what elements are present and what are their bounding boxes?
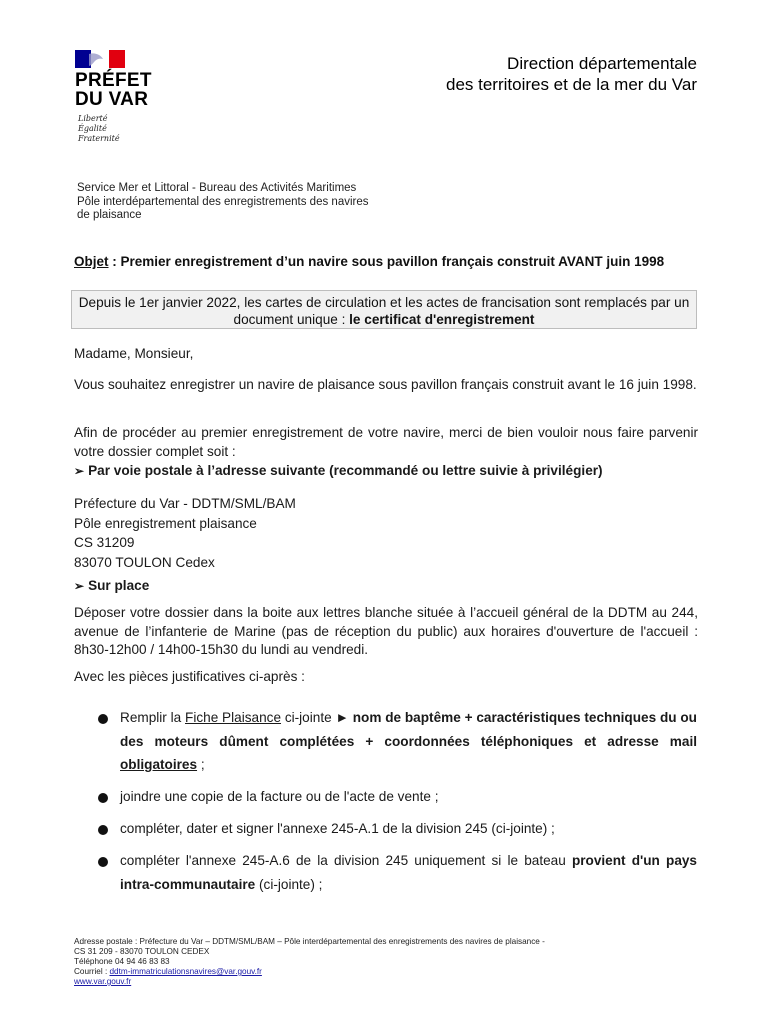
item1-bold: nom de baptême + caractéristiques techniques du ou des moteurs dûment complétées + coordonnées téléphoniques et adresse mail	[120, 710, 697, 749]
address-line2: Pôle enregistrement plaisance	[74, 515, 257, 531]
service-line2: Pôle interdépartemental des enregistrements des navires	[77, 195, 369, 208]
prefet-line1: PRÉFET	[75, 70, 152, 91]
subject-text: : Premier enregistrement d’un navire sous pavillon français construit AVANT juin 1998	[108, 254, 665, 269]
address-line4: 83070 TOULON Cedex	[74, 554, 215, 570]
notice-box	[71, 290, 697, 329]
list-item	[120, 849, 697, 896]
email-link[interactable]: ddtm-immatriculationsnavires@var.gouv.fr	[109, 967, 262, 976]
motto-egalite: Égalité	[78, 124, 107, 133]
website-link[interactable]: www.var.gouv.fr	[74, 977, 132, 986]
option-onsite-label: Sur place	[88, 578, 150, 593]
option-onsite	[74, 577, 698, 596]
service-line1: Service Mer et Littoral - Bureau des Activités Maritimes	[77, 182, 357, 194]
item1-bold-underlined: obligatoires	[120, 757, 198, 772]
direction-line2: des territoires et de la mer du Var	[445, 75, 697, 94]
notice-bold: le certificat d'enregistrement	[349, 312, 535, 327]
bullet-icon	[98, 714, 108, 724]
paragraph-documents: Avec les pièces justificatives ci-après :	[74, 669, 305, 684]
greeting: Madame, Monsieur,	[74, 346, 194, 361]
service-block	[77, 182, 369, 223]
bullet-icon	[98, 793, 108, 803]
service-line3: de plaisance	[77, 209, 142, 221]
postal-address	[74, 494, 698, 572]
direction-line1: Direction départementale	[507, 54, 697, 73]
subject-label: Objet	[74, 254, 109, 269]
prefet-line2: DU VAR	[75, 89, 149, 110]
motto-liberte: Liberté	[78, 114, 108, 123]
list-item	[120, 706, 697, 777]
bullet-icon	[98, 825, 108, 835]
list-item: joindre une copie de la facture ou de l'acte de vente ;	[120, 789, 439, 804]
bullet-icon	[98, 857, 108, 867]
direction-title	[446, 53, 697, 95]
option-postal-label: Par voie postale à l’adresse suivante (recommandé ou lettre suivie à privilégier)	[88, 463, 603, 478]
footer-email-label: Courriel :	[74, 967, 110, 976]
footer-cs: CS 31 209 - 83070 TOULON CEDEX	[74, 947, 210, 956]
address-line1: Préfecture du Var - DDTM/SML/BAM	[74, 496, 296, 511]
list-item: compléter, dater et signer l'annexe 245-A.1 de la division 245 (ci-jointe) ;	[120, 821, 555, 836]
footer	[74, 937, 545, 987]
prefet-title	[75, 71, 152, 109]
item1-pre: Remplir la	[120, 710, 186, 725]
notice-text: Depuis le 1er janvier 2022, les cartes de circulation et les actes de francisation sont remplacés par un document unique :	[78, 295, 690, 327]
arrow-icon: ➢	[74, 579, 85, 593]
fiche-plaisance-link[interactable]: Fiche Plaisance	[185, 710, 282, 725]
footer-email-row	[74, 967, 545, 977]
item4-post: (ci-jointe) ;	[255, 876, 323, 892]
footer-phone: Téléphone 04 94 46 83 83	[74, 957, 170, 966]
flag-red-part	[109, 50, 125, 68]
arrow-icon: ➢	[74, 464, 85, 478]
item1-post: ;	[197, 757, 205, 772]
item4-pre: compléter l'annexe 245-A.6 de la division 245 uniquement si le bateau	[120, 853, 572, 868]
paragraph-request: Afin de procéder au premier enregistrement de votre navire, merci de bien vouloir nous faire parvenir votre dossier complet soit :	[74, 425, 698, 459]
republic-motto	[78, 114, 120, 144]
footer-postal-address: Adresse postale : Préfecture du Var – DDTM/SML/BAM – Pôle interdépartemental des enregistrements des navires de plaisance -	[74, 937, 545, 946]
item1-mid: ci-jointe ►	[281, 710, 353, 725]
subject-line	[74, 254, 664, 269]
flag-blue-part	[75, 50, 91, 68]
address-line3: CS 31209	[74, 535, 135, 550]
paragraph-onsite: Déposer votre dossier dans la boite aux lettres blanche située à l’accueil général de la DDTM au 244, avenue de l’infanterie de Marine (pas de réception du public) aux horaires d'ouverture de l'accueil : 8h30-12h00 / 14h00-15h30 du lundi au vendredi.	[74, 605, 698, 657]
motto-fraternite: Fraternité	[78, 134, 120, 143]
option-postal	[74, 462, 698, 481]
item4-bold: provient d'un pays intra-communautaire	[120, 853, 697, 892]
paragraph-intro: Vous souhaitez enregistrer un navire de plaisance sous pavillon français construit avant le 16 juin 1998.	[74, 377, 697, 392]
marianne-logo	[75, 50, 125, 68]
